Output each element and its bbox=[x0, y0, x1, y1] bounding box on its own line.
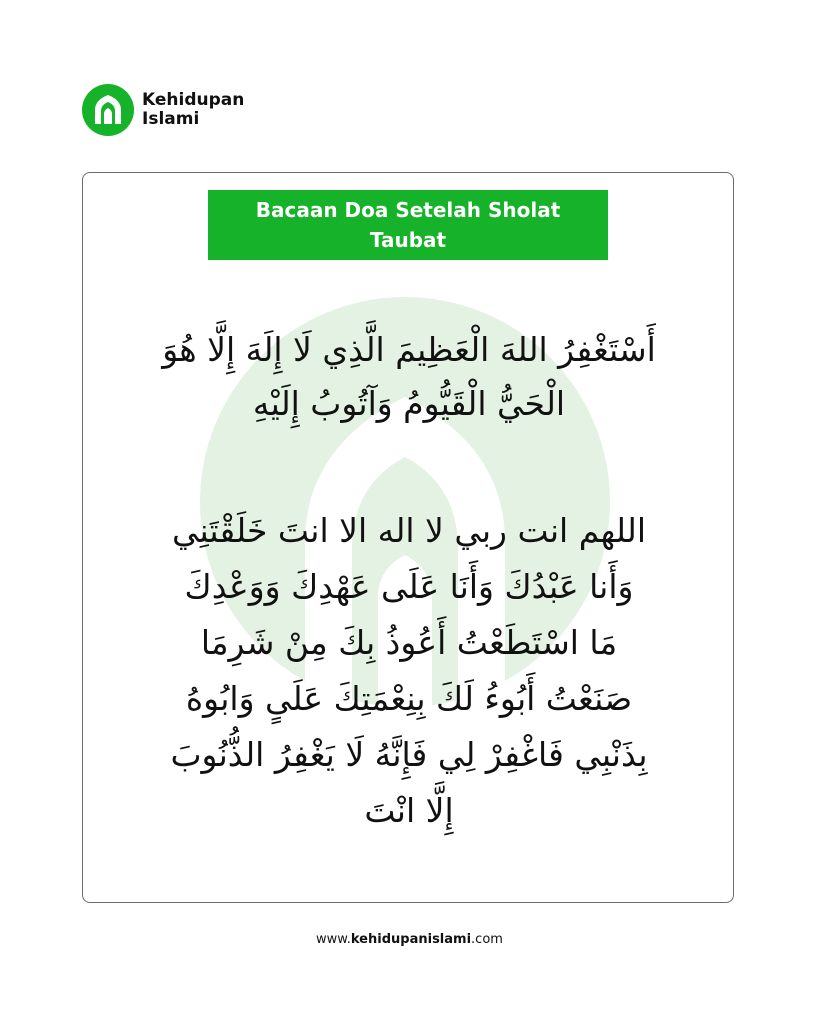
page-title: Bacaan Doa Setelah Sholat Taubat bbox=[255, 198, 561, 252]
url-prefix: www. bbox=[316, 932, 351, 947]
prayer-card bbox=[82, 172, 734, 903]
arabic-line: إِلَّا انْتَ bbox=[364, 791, 454, 830]
mosque-arch-icon bbox=[82, 84, 134, 136]
brand-logo[interactable] bbox=[82, 84, 244, 136]
brand-name-line1: Kehidupan bbox=[142, 90, 245, 110]
arabic-line: أَسْتَغْفِرُ اللهَ الْعَظِيمَ الَّذِي لَا إِلَهَ إِلَّا هُوَ bbox=[162, 330, 656, 369]
website-url[interactable] bbox=[0, 932, 819, 947]
arabic-line: صَنَعْتُ أَبُوءُ لَكَ بِنِعْمَتِكَ عَلَىٍ وَابُوهُ bbox=[185, 679, 633, 718]
brand-name-line2: Islami bbox=[142, 109, 200, 129]
arabic-line: الْحَيُّ الْقَيُّومُ وَآتُوبُ إِلَيْهِ bbox=[252, 384, 566, 423]
title-banner bbox=[208, 190, 608, 260]
istighfar-prayer bbox=[113, 323, 705, 431]
sayyidul-istighfar-prayer bbox=[113, 503, 705, 839]
arabic-line: مَا اسْتَطَعْتُ أَعُوذُ بِكَ مِنْ شَرِمَا bbox=[200, 623, 618, 662]
arabic-line: وَأَنا عَبْدُكَ وَأَنَا عَلَى عَهْدِكَ وَوَعْدِكَ bbox=[184, 567, 634, 606]
arabic-line: اللهم انت ربي لا اله الا انتَ خَلَقْتَنِي bbox=[171, 511, 647, 550]
brand-name bbox=[142, 91, 244, 129]
url-domain: kehidupanislami bbox=[350, 932, 472, 947]
url-suffix: .com bbox=[471, 932, 503, 947]
arabic-line: بِذَنْبِي فَاغْفِرْ لِي فَإِنَّهُ لَا يَغْفِرُ الذُّنُوبَ bbox=[170, 735, 648, 774]
